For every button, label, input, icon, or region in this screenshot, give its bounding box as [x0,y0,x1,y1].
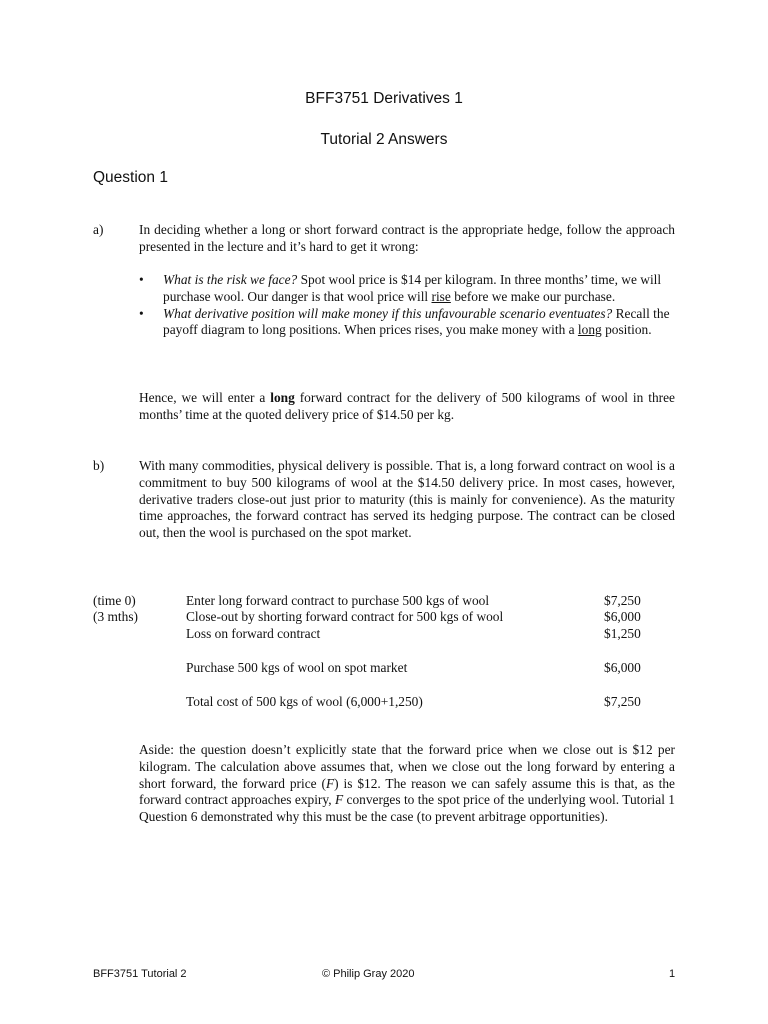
bullet-1-underline: rise [431,288,451,304]
part-a-bullet-list [139,272,675,339]
forward-price-symbol: F [325,775,335,791]
table-row-1-time: (3 mths) [93,609,139,624]
part-a-conclusion [139,390,675,424]
table-row-4-description: Total cost of 500 kgs of wool (6,000+1,250) [186,694,423,709]
part-b-aside [139,742,675,826]
part-a-bullet-1 [139,272,675,306]
bullet-marker: • [139,305,144,321]
aside-text-1: Aside: the question doesn’t explicitly state that the forward price when we close out is $12 per kilogram. The calculation above assumes that, when we close out the long forward by entering a short forward, the forward price ( [139,742,675,791]
part-a-label: a) [93,222,104,237]
tutorial-title: Tutorial 2 Answers [320,131,448,148]
part-b-label: b) [93,458,105,473]
bullet-2-underline: long [577,322,602,338]
footer-copyright: © Philip Gray 2020 [322,968,415,980]
table-row-2-amount: $1,250 [604,626,641,641]
bullet-1-text: Spot wool price is $14 per kilogram. In three months’ time, we will purchase wool. Our danger is that wool price will [163,272,662,304]
part-b-intro: With many commodities, physical delivery is possible. That is, a long forward contract on wool is a commitment to buy 500 kilograms of wool at the $14.50 delivery price. In most cases, however, derivative traders close-out just prior to maturity (this is mainly for convenience). As the maturity time approaches, the forward contract has served its hedging purpose. The contract can be closed out, then the wool is purchased on the spot market. [139,458,675,541]
course-title: BFF3751 Derivatives 1 [305,90,463,107]
bullet-marker: • [139,272,144,287]
conclusion-text-end: forward contract for the delivery of 500 kilograms of wool in three months’ time at the quoted delivery price of $14.50 per kg. [139,390,675,422]
table-row-2-description: Loss on forward contract [186,626,321,641]
part-a-bullet-2 [139,306,675,340]
bullet-2-text-end: position. [601,322,652,338]
table-row-1-amount: $6,000 [604,609,641,624]
table-row-4-amount: $7,250 [604,694,641,709]
aside-text-2: ) is $12. The reason we can safely assume this is that, as the forward contract approaches expiry, [139,775,675,808]
table-row-1-description: Close-out by shorting forward contract for 500 kgs of wool [186,609,504,624]
table-row-3-description: Purchase 500 kgs of wool on spot market [186,660,408,675]
conclusion-text: Hence, we will enter a [139,390,271,405]
part-a-intro: In deciding whether a long or short forward contract is the appropriate hedge, follow the approach presented in the lecture and it’s hard to get it wrong: [139,222,675,254]
table-row-0-description: Enter long forward contract to purchase 500 kgs of wool [186,593,490,608]
bullet-1-question: What is the risk we face? [163,272,298,287]
bullet-2-question: What derivative position will make money if this unfavourable scenario eventuates? [163,305,613,321]
table-row-3-amount: $6,000 [604,660,641,675]
bullet-1-text-end: before we make our purchase. [450,288,616,304]
footer-page-number: 1 [669,968,676,980]
table-row-0-amount: $7,250 [604,593,641,608]
conclusion-bold: long [270,390,295,405]
bullet-2-text: Recall the payoff diagram to long positions. When prices rises, you make money with a [163,305,670,338]
table-row-0-time: (time 0) [93,593,136,608]
aside-text-3: converges to the spot price of the underlying wool. Tutorial 1 Question 6 demonstrated why this must be the case (to prevent arbitrage opportunities). [139,792,676,825]
footer-course: BFF3751 Tutorial 2 [93,968,187,980]
question-heading: Question 1 [93,169,168,186]
forward-price-symbol: F [334,792,344,808]
